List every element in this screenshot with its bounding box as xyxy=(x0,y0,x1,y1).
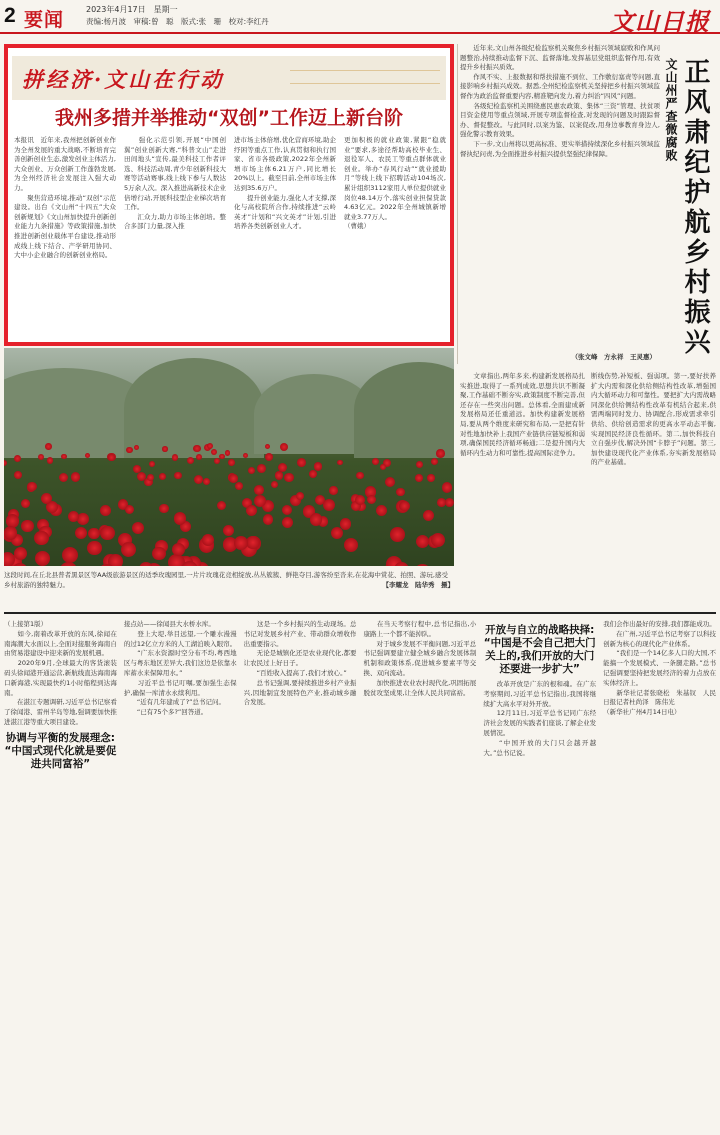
rose-flower xyxy=(414,564,431,566)
rose-flower xyxy=(100,526,114,540)
rose-flower xyxy=(309,470,317,478)
rose-flower xyxy=(380,464,386,470)
rose-flower xyxy=(77,513,89,525)
rose-flower xyxy=(14,547,27,560)
section-title: 要闻 xyxy=(24,9,65,31)
rose-flower xyxy=(246,536,260,550)
feature-column-5 xyxy=(483,620,596,1120)
karst-hill xyxy=(124,358,264,458)
rose-flower xyxy=(121,542,136,557)
rose-flower xyxy=(431,458,438,465)
rose-flower xyxy=(21,520,34,533)
rose-flower xyxy=(396,488,404,496)
rose-flower xyxy=(296,492,305,501)
issue-date: 2023年4月17日 星期一 xyxy=(86,5,178,14)
rose-flower xyxy=(355,495,365,505)
rose-flower xyxy=(68,511,79,522)
rose-flower xyxy=(47,457,53,463)
rose-flower xyxy=(416,535,429,548)
photo-caption xyxy=(4,570,454,590)
rose-flower xyxy=(385,477,395,487)
feature-article xyxy=(4,620,716,1120)
rose-flower xyxy=(427,474,435,482)
karst-hill xyxy=(354,362,454,458)
rose-flower xyxy=(246,505,257,516)
lead-column-2: 强化示范引领,开展“中国创翼”创业创新大赛,“科普文山”走进田间地头“宣传,最美科技工作者评选、科技活动周,青少年创新科技大赛等活动赛事,线上线下参与人数达5万余人次。深入推进高新技术企业倍增行动,开展科技型企业梯次培育工作。 汇众力,助力市场主体创培。整合多部门力量,深入推 xyxy=(124,136,226,231)
lead-article xyxy=(4,44,454,346)
rose-flower xyxy=(442,482,453,493)
rose-flower xyxy=(194,475,203,484)
rose-flower xyxy=(271,481,278,488)
rose-flower xyxy=(399,501,410,512)
rose-flower xyxy=(125,505,134,514)
feature-text: 我们会作出最好的安排,我们都能成功。 在广州,习近平总书记考察了以科技创新为核心的现代化产业体系。 “我们是一个14亿多人口的大国,不能搞一个发展模式、一条腿走路。”总书记强调要坚持把发展经济的着力点放在实体经济上。 新华社记者张晓松 朱基钗 人民日报记者杜尚泽 陈伟光 （新华社广州4月14日电） xyxy=(603,620,716,717)
rose-flower xyxy=(126,447,132,453)
article-2-column-2: 断线伤势,补短板、强弱项。第一,要好扶养扩大内需和深化供给侧结构性改革,增强国内大循环动力和可靠性。要把扩大内需战略同深化供给侧结构性改革有机结合起来,供需两端同时发力、协调配合,形成需求牵引供给、供给创造需求的更高水平动态平衡,实现国民经济良性循环。第二,加快科技自立自强步伐,解决外国“卡脖子”问题。第三,加快建设现代化产业体系,夯实新发展格局的产业基础。 xyxy=(591,372,716,467)
rose-flower xyxy=(75,527,87,539)
rose-flower xyxy=(445,498,454,507)
feature-column-6 xyxy=(603,620,716,1120)
rose-flower xyxy=(149,461,155,467)
rose-flower xyxy=(416,461,423,468)
masthead xyxy=(0,0,720,34)
commentary-headline: 正风肃纪护航乡村振兴 xyxy=(680,58,710,358)
feature-subheading-1: 协调与平衡的发展理念: “中国式现代化就是要促进共同富裕” xyxy=(4,731,117,770)
commentary-title xyxy=(666,58,710,368)
rose-flower xyxy=(59,473,68,482)
kicker-band xyxy=(12,56,446,100)
rose-flower xyxy=(87,541,102,556)
rose-flower xyxy=(60,562,76,566)
rose-flower xyxy=(14,455,21,462)
lead-column-3: 进市场主体倍增,优化营商环境,助企纾困等重点工作,认真贯彻和执行国家、省市各级政策,2022年全州新增市场主体6.21万户,同比增长20%以上。截至目前,全州市场主体达到35.6万户。 提升创业能力,强化人才支撑,深化与高校院所合作,持续推进“云岭英才”计划和“兴文英才”计划,引进培养各类创新创业人才。 xyxy=(234,136,336,231)
rose-flower xyxy=(331,527,343,539)
rose-flower xyxy=(162,446,168,452)
rose-flower xyxy=(284,473,293,482)
rose-flower xyxy=(229,474,237,482)
rose-flower xyxy=(254,495,266,507)
rose-flower xyxy=(436,449,444,457)
feature-text: （上接第1版） 如今,南着改革开放的东风,徐闻在南海潮大水面以上,全面对接服务海南自由贸易港建设中迎来新的发展机遇。 2020年9月,全球最大的客货滚装码头徐闻港开通运营,新航线直达海南海口新海港,实现最快约1小时船程到达海南。 在湛江专题调研,习近平总书记察看了徐闻港、雷州半岛等地,强调要加快推进湛江港等重大项目建设。 xyxy=(4,620,117,726)
rose-flower xyxy=(344,538,358,552)
rose-flower xyxy=(248,467,256,475)
rose-flower xyxy=(282,517,294,529)
rose-flower xyxy=(263,514,274,525)
rose-flower xyxy=(38,454,44,460)
rose-flower xyxy=(172,454,179,461)
rose-flower xyxy=(174,472,182,480)
rose-flower xyxy=(4,460,7,466)
rose-flower xyxy=(228,459,235,466)
rose-flower xyxy=(21,499,30,508)
rose-flower xyxy=(431,533,445,547)
rose-flower xyxy=(372,458,379,465)
rose-flower xyxy=(100,505,111,516)
commentary-body: 近年来,文山州各级纪检监察机关聚焦乡村振兴领域腐败和作风问题整治,持续推动监督下沉、监督落地,发挥基层党组织监督作用,有效提升乡村振兴质效。 作风不实、上报数据和帮扶措施不到位、工作敷衍塞责等问题,直接影响乡村振兴成效。据悉,全州纪检监察机关坚持把乡村振兴领域监督作为政治监督重要内容,精准靶向发力,着力纠治“四风”问题。 各级纪检监察机关围绕惠民惠农政策、集体“三资”管理、扶贫项目资金使用等重点领域,开展专项监督检查,对发现的问题及时跟踪督办、督促整改。与此同时,以案为鉴、以案促改,用身边事教育身边人,强化警示教育效果。 下一步,文山州将以更高标准、更实举措持续深化乡村振兴领域监督执纪问责,为全面推进乡村振兴提供坚强纪律保障。 xyxy=(460,44,660,158)
lead-headline: 我州多措并举推动“双创”工作迈上新台阶 xyxy=(55,107,403,129)
lead-column-1: 本报讯 近年来,我州把创新创业作为全州发展的重大战略,不断培育完善创新创业生态,激发创业主体活力,大众创业、万众创新工作蓬勃发展,为全州经济社会发展注入强大动力。 聚焦营造环境,推动“双创”示范建设。出台《文山州“十四五”大众创新规划》《文山州加快提升创新创业能力九条措施》等政策措施,加快推进创新创业载体平台建设,推动形成线上线下结合、产学研用协同、大中小企业融合的创新创业格局。 xyxy=(14,136,116,260)
rose-flower xyxy=(254,485,264,495)
rose-flower xyxy=(132,522,144,534)
rose-flower xyxy=(159,473,166,480)
rose-flower xyxy=(41,493,52,504)
rose-field-photo xyxy=(4,348,454,566)
kicker-title: 拼经济·文山在行动 xyxy=(22,67,225,92)
newspaper-logo: 文山日报 xyxy=(610,7,710,36)
rose-flower xyxy=(214,458,220,464)
rose-flower xyxy=(27,482,37,492)
news-article-2 xyxy=(460,372,716,604)
rose-flower xyxy=(45,443,52,450)
rose-flower xyxy=(203,478,210,485)
feature-text: 在当天考察行程中,总书记指出,小康路上一个都不能掉队。 对于城乡发展不平衡问题,习近平总书记强调要建立健全城乡融合发展体制机制和政策体系,促进城乡要素平等交换、双向流动。 加快推进农业农村现代化,巩固拓展脱贫攻坚成果,让全体人民共同富裕。 xyxy=(363,620,477,697)
rose-flower xyxy=(159,504,168,513)
rose-flower xyxy=(437,498,446,507)
lead-column-4: 更加积极的就业政策,紧跟“稳就业”要求,多途径帮助高校毕业生、退役军人、农民工等重点群体就业创业。举办“春风行动”“就业援助月”等线上线下招聘活动104场次,累计组织3112家用人单位提供就业岗位48.14万个,落实创业担保贷款4.63亿元。2022年全州城镇新增就业3.77万人。 （曹娥） xyxy=(344,136,446,231)
rose-flower xyxy=(235,482,243,490)
rose-flower xyxy=(187,457,194,464)
section-divider xyxy=(4,612,716,614)
caption-text: 这段时间,在丘北县普者黑景区等AA级旅游景区的适季玫瑰园里,一片片玫瑰花竞相绽放,丛丛簇簇、鲜艳夺目,游客纷至沓来,在花海中赏花、拍照、游玩,感受乡村旅游的独特魅力。 xyxy=(4,571,448,589)
rose-flower xyxy=(223,525,234,536)
rose-flower xyxy=(193,445,200,452)
rose-flower xyxy=(61,454,67,460)
feature-text: 接点站——徐闻县大水桥水库。 登上大堤,举目远望,一个雕水漫漫的过12亿立方米的人工湖泊映入眼帘。 “广东水资源时空分布不均,粤西地区与粤东地区差异大,我们这边是依靠水库蓄水来保障用水。” 习近平总书记叮嘱,要加强生态保护,确保一库清水永续利用。 “近有几年建成了?”总书记问。 “已有75个多?”回答道。 xyxy=(123,620,237,717)
rose-flower xyxy=(14,471,22,479)
photo-credit: 【李耀龙 陆华秀 摄】 xyxy=(382,581,454,589)
rose-flower xyxy=(390,527,405,542)
rose-flower xyxy=(152,547,165,560)
rose-flower xyxy=(35,551,50,566)
article-2-column-1: 文章指出,两年多来,构建新发展格局扎实推进,取得了一系列成效,思想共识不断凝聚,工作基础不断夯实,政策制度不断完善,但还存在一些突出问题。总体看,全面建成新发展格局还任重道远。加快构建新发展格局,要从两个维度来研究和布局,一是把有针对性地加快补上我国产业链供应链短板和弱项,确保国民经济循环畅通;二是提升国内大循环内生动力和可靠性,提高国际竞争力。 xyxy=(460,372,585,457)
feature-subheading-2: 开放与自立的战略抉择: “中国是不会自己把大门关上的,我们开放的大门还要进一步扩大” xyxy=(483,624,596,675)
decorative-ornament xyxy=(290,70,440,84)
rose-flower xyxy=(329,486,338,495)
rose-flower xyxy=(265,453,273,461)
rose-flower xyxy=(356,472,364,480)
rose-flower xyxy=(147,474,154,481)
rose-flower xyxy=(257,464,266,473)
rose-flower xyxy=(282,505,292,515)
rose-flower xyxy=(219,454,225,460)
feature-text: 改革开放是广东的根和魂。在广东考察期间,习近平总书记指出,我国将继续扩大高水平对外开放。 12月11日,习近平总书记同广东经济社会发展的实践者们座谈,了解企业发展情况。 “中国开放的大门只会越开越大。”总书记说。 xyxy=(483,680,597,757)
commentary-byline: （张文峰 方永祥 王灵惠） xyxy=(571,353,656,361)
rose-flower xyxy=(297,458,306,467)
rose-flower xyxy=(367,495,377,505)
column-divider xyxy=(457,44,458,364)
rose-flower xyxy=(423,510,435,522)
rose-flower xyxy=(217,501,226,510)
rose-flower xyxy=(415,474,423,482)
feature-column-1 xyxy=(4,620,117,1120)
rose-flower xyxy=(225,450,231,456)
rose-flower xyxy=(174,512,186,524)
feature-column-3 xyxy=(244,620,357,1120)
rose-flower xyxy=(323,499,335,511)
rose-flower xyxy=(314,462,322,470)
feature-column-4 xyxy=(363,620,476,1120)
commentary-subheadline: 文山州严查微腐败 xyxy=(664,58,678,162)
lead-body xyxy=(14,136,446,342)
editor-credits: 责编:杨月波 审稿:曾 聪 版式:张 珊 校对:李红丹 xyxy=(86,17,269,26)
rose-flower xyxy=(337,460,342,465)
feature-column-2 xyxy=(124,620,237,1120)
rose-flower xyxy=(172,543,186,557)
rose-flower xyxy=(196,454,202,460)
feature-text: 这是一个乡村振兴的生动现场。总书记对发展乡村产业、带动群众增收作出重要指示。 无论是城镇化还是农业现代化,都要让农民过上好日子。 “百姓收入提高了,我们才放心。” 总书记强调,要持续推进乡村产业振兴,因地制宜发展特色产业,推动城乡融合发展。 xyxy=(243,620,357,707)
rose-flower xyxy=(202,534,214,546)
rose-flower xyxy=(275,471,284,480)
rose-flower xyxy=(88,528,100,540)
rose-flower xyxy=(234,536,248,550)
page-number: 2 xyxy=(4,4,16,27)
rose-flower xyxy=(62,547,78,563)
rose-flower xyxy=(376,505,387,516)
rose-flower xyxy=(71,472,80,481)
rose-flower xyxy=(34,531,48,545)
